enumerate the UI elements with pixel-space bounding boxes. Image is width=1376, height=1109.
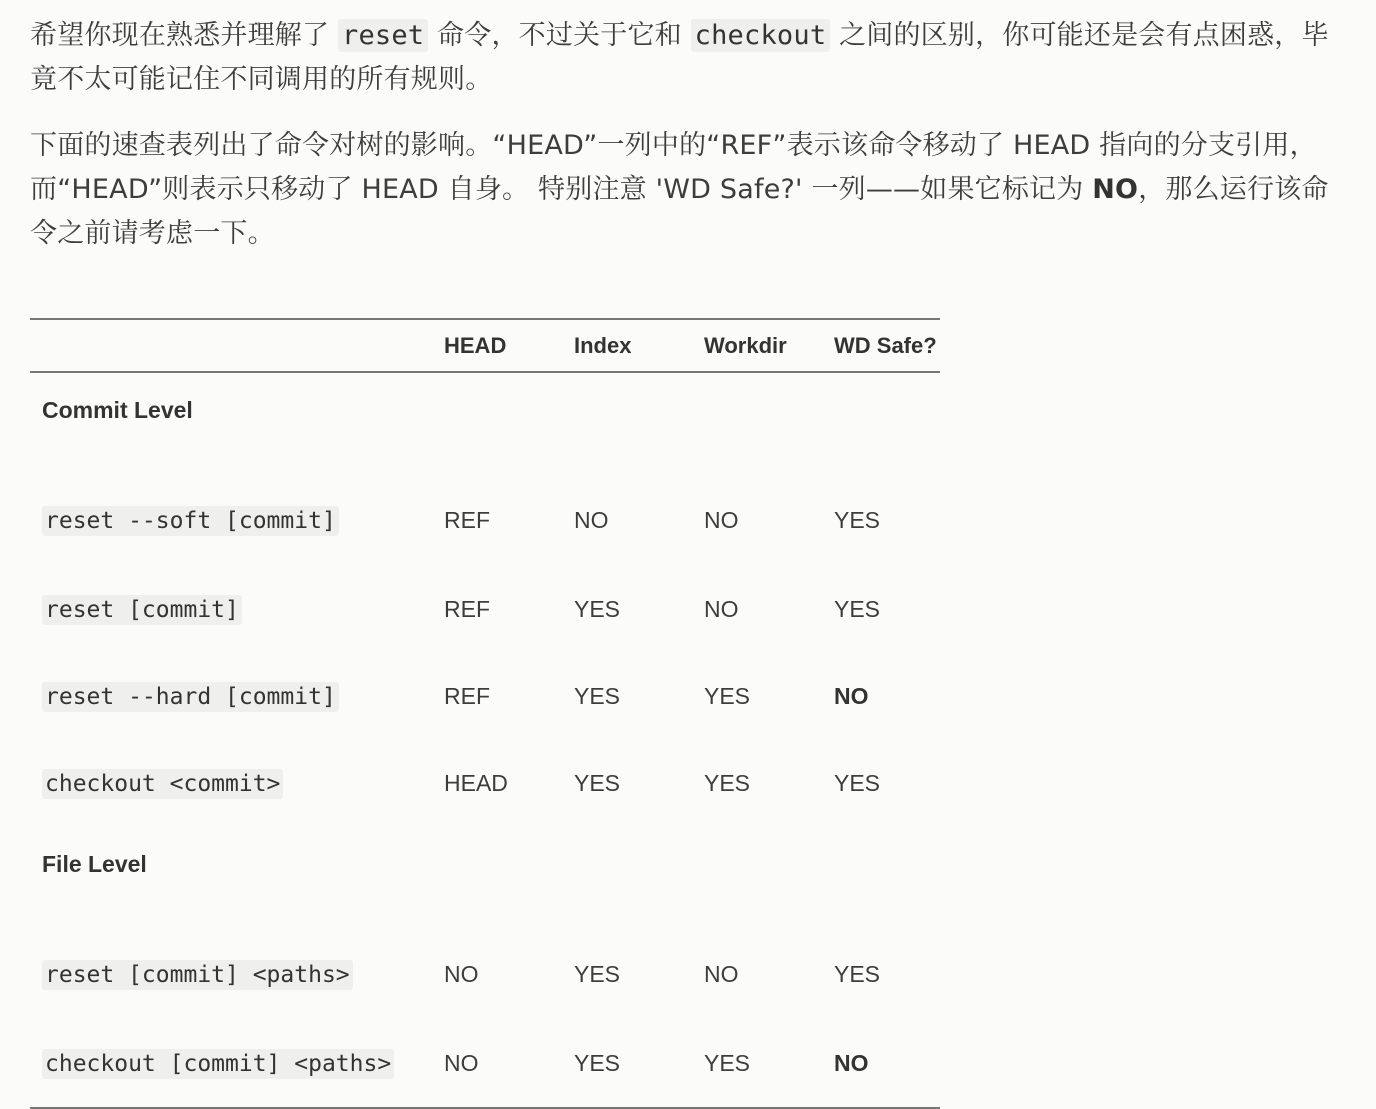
index-cell: YES (574, 961, 621, 987)
table-header-row (30, 319, 940, 372)
command-cell (30, 929, 444, 1020)
text-run: 之间的区别，你可能还是会有点困惑，毕竟不太可能记住不同调用的所有规则。 (30, 20, 1329, 95)
workdir-cell: YES (704, 1020, 834, 1108)
section-title: File Level (42, 851, 147, 877)
wd-safe-cell: YES (834, 961, 881, 987)
inline-code-reset: reset (338, 19, 428, 52)
command-code: checkout [commit] <paths> (42, 1049, 394, 1079)
wd-safe-cell: YES (834, 596, 881, 622)
command-code: reset --hard [commit] (42, 682, 339, 712)
head-cell: HEAD (444, 770, 508, 796)
header-head: HEAD (444, 319, 574, 372)
workdir-cell: NO (704, 507, 739, 533)
section-row-commit-level (30, 372, 940, 475)
command-code: reset [commit] <paths> (42, 960, 353, 990)
workdir-cell: NO (704, 596, 739, 622)
header-wd-safe: WD Safe? (834, 319, 940, 372)
text-run: 希望你现在熟悉并理解了 (30, 20, 338, 51)
section-title: Commit Level (42, 397, 193, 423)
workdir-cell: YES (704, 683, 751, 709)
head-cell: NO (444, 1020, 574, 1108)
head-cell: NO (444, 961, 479, 987)
inline-code-checkout: checkout (691, 19, 831, 52)
table-row (30, 653, 940, 740)
table-row (30, 475, 940, 566)
wd-safe-cell: NO (834, 1020, 940, 1108)
command-cell (30, 740, 444, 827)
table-row (30, 929, 940, 1020)
wd-safe-cell: NO (834, 683, 869, 709)
command-cell (30, 566, 444, 653)
command-cell (30, 475, 444, 566)
text-run: ，那么运行该命令之前请考虑一下。 (30, 174, 1329, 249)
header-command (30, 319, 444, 372)
index-cell: YES (574, 683, 621, 709)
header-index: Index (574, 319, 704, 372)
article-body (30, 14, 1346, 256)
head-cell: REF (444, 507, 490, 533)
workdir-cell: NO (704, 961, 739, 987)
text-run: 命令，不过关于它和 (428, 20, 691, 51)
intro-paragraph-1 (30, 14, 1346, 102)
cheat-sheet-table (30, 318, 940, 1109)
section-row-file-level (30, 827, 940, 929)
header-workdir: Workdir (704, 319, 834, 372)
wd-safe-cell: YES (834, 770, 881, 796)
index-cell: YES (574, 770, 621, 796)
command-code: reset [commit] (42, 595, 242, 625)
text-run: 下面的速查表列出了命令对树的影响。“HEAD”一列中的“REF”表示该命令移动了 HEAD 指向的分支引用，而“HEAD”则表示只移动了 HEAD 自身。 特别注意 'WD Safe?' 一列——如果它标记为 (30, 130, 1317, 205)
command-cell (30, 653, 444, 740)
head-cell: REF (444, 596, 490, 622)
workdir-cell: YES (704, 770, 751, 796)
table-row (30, 1020, 940, 1108)
index-cell: YES (574, 1020, 704, 1108)
command-code: checkout <commit> (42, 769, 283, 799)
table-row (30, 740, 940, 827)
index-cell: YES (574, 596, 621, 622)
command-code: reset --soft [commit] (42, 506, 339, 536)
emphasis-no: NO (1092, 174, 1139, 205)
head-cell: REF (444, 683, 490, 709)
wd-safe-cell: YES (834, 507, 881, 533)
command-cell (30, 1020, 444, 1108)
table-row (30, 566, 940, 653)
intro-paragraph-2 (30, 124, 1346, 256)
index-cell: NO (574, 507, 609, 533)
